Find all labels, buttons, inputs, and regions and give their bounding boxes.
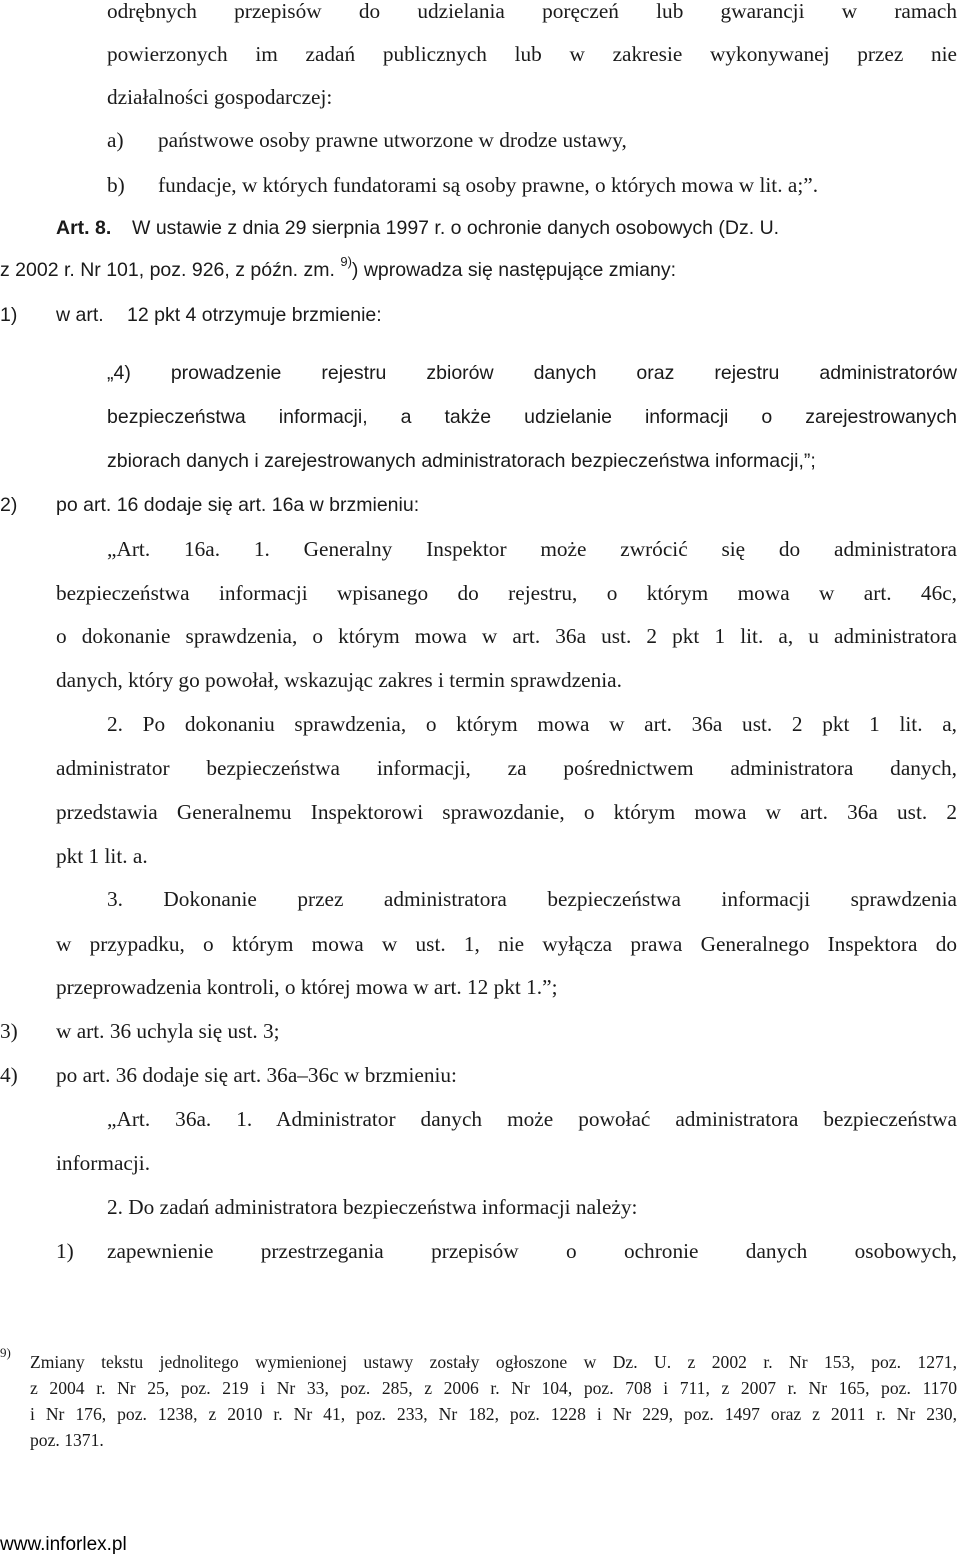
- footnote-line: [0, 1428, 960, 1452]
- list-marker: 4): [0, 1063, 18, 1087]
- text-segment: administrator bezpieczeństwa informacji, za pośrednictwem administratora danych,: [56, 756, 957, 780]
- text-segment: bezpieczeństwa informacji wpisanego do rejestru, o którym mowa w art. 46c,: [56, 581, 957, 605]
- footnote-text: Zmiany tekstu jednolitego wymienionej ustawy zostały ogłoszone w Dz. U. z 2002 r. Nr 153, poz. 1271,: [30, 1352, 957, 1372]
- text-segment: pkt 1 lit. a.: [56, 844, 148, 868]
- list-item: [0, 300, 960, 330]
- text-line: [0, 82, 960, 112]
- text-segment: działalności gospodarczej:: [107, 85, 333, 109]
- list-item: [0, 170, 960, 200]
- text-segment: w przypadku, o którym mowa w ust. 1, nie wyłącza prawa Generalnego Inspektora do: [56, 932, 957, 956]
- text-line: [0, 665, 960, 695]
- text-segment: zbiorach danych i zarejestrowanych administratorach bezpieczeństwa informacji,”;: [107, 450, 816, 472]
- list-marker: 3): [0, 1019, 18, 1043]
- text-line: [0, 884, 960, 914]
- footnote-line: [0, 1350, 960, 1374]
- text-segment: „Art. 36a. 1. Administrator danych może powołać administratora bezpieczeństwa: [107, 1107, 957, 1131]
- text-line: [0, 402, 960, 432]
- footnote-line: [0, 1376, 960, 1400]
- list-marker: 1): [0, 304, 18, 326]
- footnote-text: z 2004 r. Nr 25, poz. 219 i Nr 33, poz. 285, z 2006 r. Nr 104, poz. 708 i 711, z 2007 r. Nr 165, poz. 1170: [30, 1378, 957, 1398]
- text-line: [0, 446, 960, 476]
- text-line: [0, 621, 960, 651]
- text-line: [0, 534, 960, 564]
- text-segment: W ustawie z dnia 29 sierpnia 1997 r. o ochronie danych osobowych (Dz. U.: [132, 217, 780, 239]
- text-segment: w art. 36 uchyla się ust. 3;: [56, 1019, 280, 1043]
- footnote-text: i Nr 176, poz. 1238, z 2010 r. Nr 41, poz. 233, Nr 182, poz. 1228 i Nr 229, poz. 1497 oraz z 2011 r. Nr 230,: [30, 1404, 957, 1424]
- text-segment: w art.: [56, 304, 104, 326]
- list-item: [0, 1236, 960, 1266]
- text-segment: powierzonych im zadań publicznych lub w zakresie wykonywanej przez nie: [107, 42, 957, 66]
- text-line: [0, 929, 960, 959]
- footer-url[interactable]: www.inforlex.pl: [0, 1534, 127, 1555]
- text-segment: „4) prowadzenie rejestru zbiorów danych oraz rejestru administratorów: [107, 362, 957, 384]
- text-line: [0, 709, 960, 739]
- list-marker: a): [107, 128, 124, 152]
- text-segment: 3. Dokonanie przez administratora bezpieczeństwa informacji sprawdzenia: [107, 887, 957, 911]
- text-line: [0, 578, 960, 608]
- list-marker: 1): [56, 1239, 74, 1263]
- text-line: [0, 255, 960, 285]
- text-line: [0, 753, 960, 783]
- text-segment: danych, który go powołał, wskazując zakres i termin sprawdzenia.: [56, 668, 622, 692]
- footnote-line: [0, 1402, 960, 1426]
- text-segment: o dokonanie sprawdzenia, o którym mowa w art. 36a ust. 2 pkt 1 lit. a, u administratora: [56, 624, 957, 648]
- list-marker: b): [107, 173, 125, 197]
- text-segment: państwowe osoby prawne utworzone w drodze ustawy,: [158, 128, 627, 152]
- text-segment: przedstawia Generalnemu Inspektorowi sprawozdanie, o którym mowa w art. 36a ust. 2: [56, 800, 957, 824]
- text-segment: 2. Do zadań administratora bezpieczeństwa informacji należy:: [107, 1195, 638, 1219]
- list-item: [0, 1060, 960, 1090]
- list-item: [0, 1016, 960, 1046]
- text-segment: fundacje, w których fundatorami są osoby prawne, o których mowa w lit. a;”.: [158, 173, 819, 197]
- text-line: [0, 358, 960, 388]
- text-segment: bezpieczeństwa informacji, a także udzielanie informacji o zarejestrowanych: [107, 406, 957, 428]
- text-line: [0, 1192, 960, 1222]
- text-segment: przeprowadzenia kontroli, o której mowa w art. 12 pkt 1.”;: [56, 975, 558, 999]
- text-segment: ) wprowadza się następujące zmiany:: [351, 259, 676, 281]
- text-segment: 2. Po dokonaniu sprawdzenia, o którym mowa w art. 36a ust. 2 pkt 1 lit. a,: [107, 712, 957, 736]
- text-segment: informacji.: [56, 1151, 151, 1175]
- text-line: [0, 0, 960, 26]
- article-line: [0, 213, 960, 243]
- article-heading: Art. 8.: [56, 217, 112, 239]
- text-segment: z 2002 r. Nr 101, poz. 926, z późn. zm.: [0, 259, 335, 281]
- footnote-ref: 9): [340, 254, 352, 269]
- text-line: [0, 39, 960, 69]
- text-segment: po art. 36 dodaje się art. 36a–36c w brzmieniu:: [56, 1063, 457, 1087]
- text-segment: po art. 16 dodaje się art. 16a w brzmieniu:: [56, 494, 420, 516]
- text-segment: 12 pkt 4 otrzymuje brzmienie:: [127, 304, 382, 326]
- text-line: [0, 797, 960, 827]
- list-item: [0, 490, 960, 520]
- text-segment: zapewnienie przestrzegania przepisów o ochronie danych osobowych,: [107, 1239, 957, 1263]
- list-item: [0, 125, 960, 155]
- text-segment: odrębnych przepisów do udzielania poręczeń lub gwarancji w ramach: [107, 0, 957, 23]
- list-marker: 2): [0, 494, 18, 516]
- text-line: [0, 841, 960, 871]
- text-line: [0, 972, 960, 1002]
- text-line: [0, 1148, 960, 1178]
- footnote-text: poz. 1371.: [30, 1430, 104, 1450]
- footnote-marker: 9): [0, 1345, 11, 1360]
- text-line: [0, 1104, 960, 1134]
- text-segment: „Art. 16a. 1. Generalny Inspektor może zwrócić się do administratora: [107, 537, 957, 561]
